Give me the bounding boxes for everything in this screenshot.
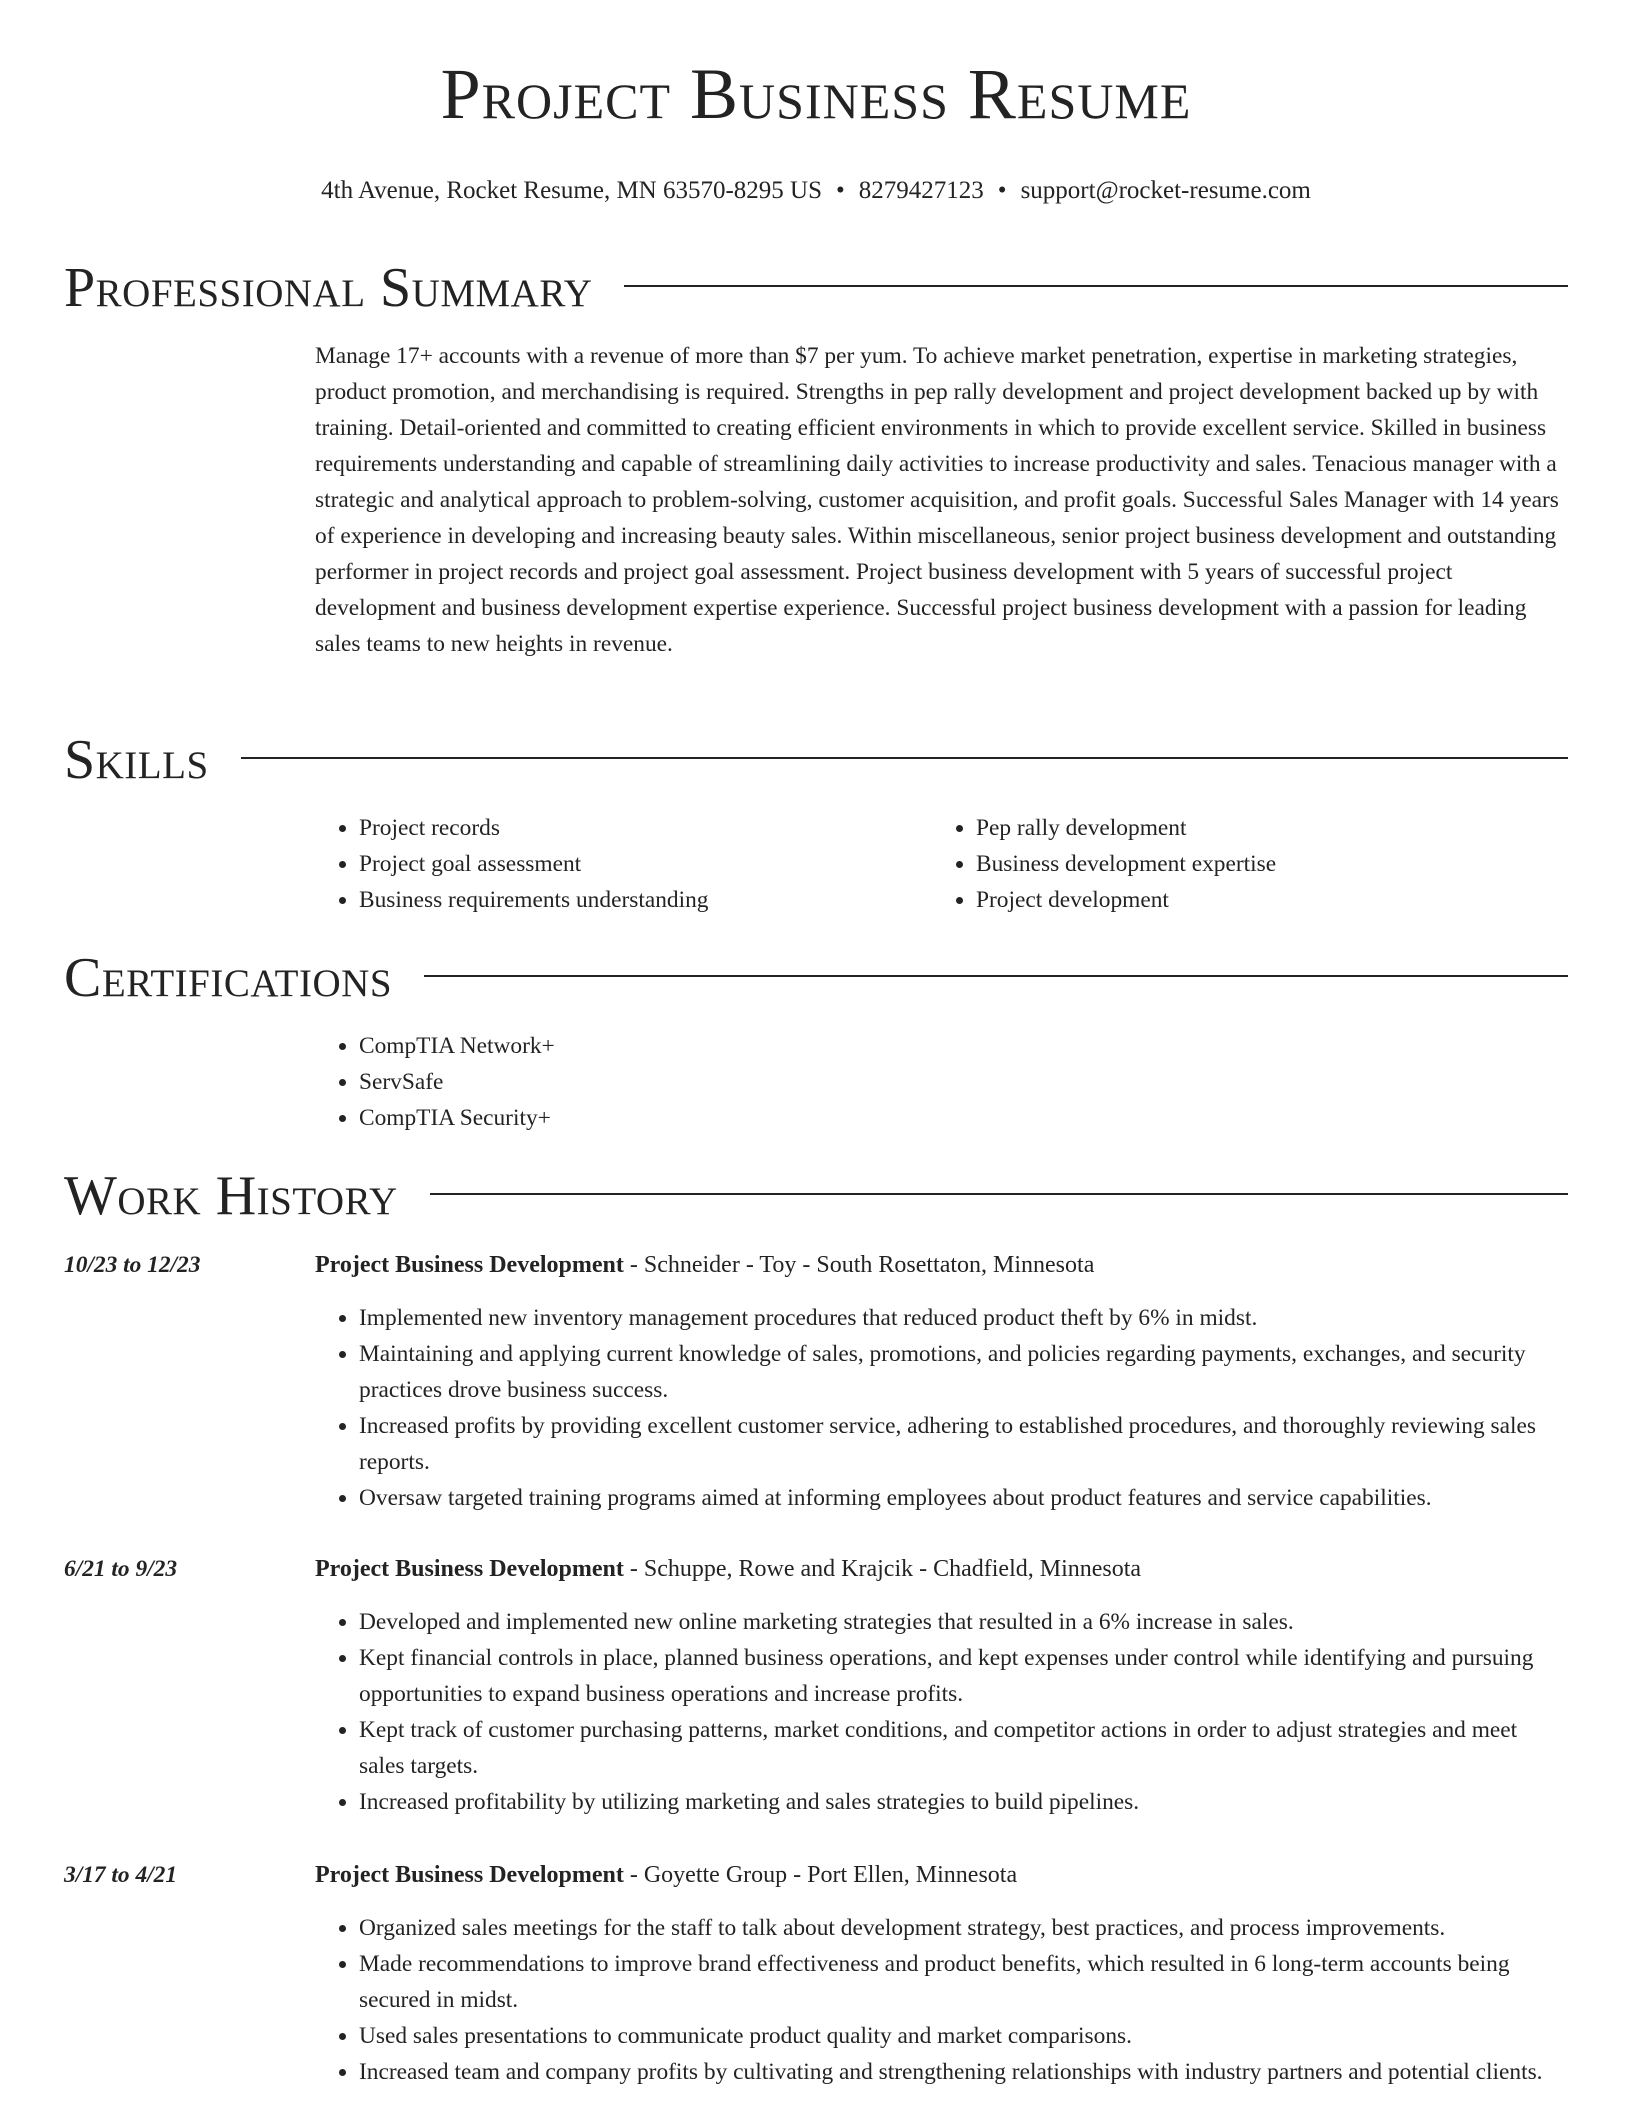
job-bullet: • Made recommendations to improve brand effectiveness and product benefits, which resulted in 6 long-term accounts being secured in midst. [359,1946,1568,2018]
job-bullets [315,1910,1568,2090]
job-bullets [315,1300,1568,1516]
job-bullet: • Kept financial controls in place, planned business operations, and kept expenses under control while identifying and pursuing opportunities to expand business operations and increase profits. [359,1640,1568,1712]
job-title-line [315,1250,1094,1280]
job-bullet: • Oversaw targeted training programs aimed at informing employees about product features and service capabilities. [359,1480,1568,1516]
job-bullet: • Increased profitability by utilizing marketing and sales strategies to build pipelines. [359,1784,1568,1820]
job-bullet: • Implemented new inventory management procedures that reduced product theft by 6% in midst. [359,1300,1568,1336]
certifications-heading: Certifications [64,947,393,1009]
work-history-heading: Work History [64,1165,398,1227]
job-bullet: • Developed and implemented new online marketing strategies that resulted in a 6% increase in sales. [359,1604,1568,1640]
job-employer: - Goyette Group - Port Ellen, Minnesota [623,1862,1018,1888]
skills-section-header [64,729,1568,791]
contact-separator: • [997,177,1007,204]
job-title: Project Business Development [315,1252,624,1278]
skill-item: • Pep rally development [976,810,1549,846]
job-title-line [315,1860,1017,1890]
certification-item: • ServSafe [359,1064,1570,1100]
job-title: Project Business Development [315,1556,624,1582]
job-bullet: • Increased team and company profits by cultivating and strengthening relationships with industry partners and potential clients. [359,2054,1568,2090]
job-title-line [315,1554,1141,1584]
section-divider [624,285,1568,287]
skill-item: • Business requirements understanding [359,882,932,918]
certifications-section-header [64,947,1568,1009]
job-bullet: • Organized sales meetings for the staff to talk about development strategy, best practices, and process improvements. [359,1910,1568,1946]
resume-name: Project Business Resume [440,54,1192,134]
contact-separator: • [836,177,845,204]
section-divider [424,975,1568,977]
section-divider [241,757,1568,759]
job-title: Project Business Development [315,1862,624,1888]
certifications-list [315,1028,1570,1136]
skills-heading: Skills [64,729,209,791]
job-bullet: • Maintaining and applying current knowledge of sales, promotions, and policies regarding payments, exchanges, and security practices drove business success. [359,1336,1568,1408]
job-bullet: • Increased profits by providing excellent customer service, adhering to established procedures, and thoroughly reviewing sales reports. [359,1408,1568,1480]
contact-phone: 8279427123 [858,177,984,204]
job-bullet: • Kept track of customer purchasing patterns, market conditions, and competitor actions in order to adjust strategies and meet sales targets. [359,1712,1568,1784]
contact-email[interactable]: support@rocket-resume.com [1020,177,1311,204]
summary-heading: Professional Summary [64,257,593,319]
contact-address: 4th Avenue, Rocket Resume, MN 63570-8295 US [321,177,823,204]
skill-item: • Project goal assessment [359,846,932,882]
skill-item: • Project development [976,882,1549,918]
job-dates: 3/17 to 4/21 [64,1862,178,1888]
summary-section-header [64,257,1568,319]
certification-item: • CompTIA Network+ [359,1028,1570,1064]
job-employer: - Schuppe, Rowe and Krajcik - Chadfield, Minnesota [623,1556,1142,1582]
job-dates: 6/21 to 9/23 [64,1556,178,1582]
section-divider [430,1193,1568,1195]
skills-column-right [932,810,1549,918]
work-history-section-header [64,1165,1568,1227]
skills-list [315,810,1570,918]
job-dates: 10/23 to 12/23 [64,1252,201,1278]
job-bullets [315,1604,1568,1820]
summary-text: Manage 17+ accounts with a revenue of more than $7 per yum. To achieve market penetration, expertise in marketing strategies, product promotion, and merchandising is required. Strengths in pep rally development and project development backed up by with training. Detail-oriented and committed to creating efficient environments in which to provide excellent service. Skilled in business requirements understanding and capable of streamlining daily activities to increase productivity and sales. Tenacious manager with a strategic and analytical approach to problem-solving, customer acquisition, and profit goals. Successful Sales Manager with 14 years of experience in developing and increasing beauty sales. Within miscellaneous, senior project business development and outstanding performer in project records and project goal assessment. Project business development with 5 years of successful project development and business development expertise experience. Successful project business development with a passion for leading sales teams to new heights in revenue. [315,343,1559,657]
contact-line [0,176,1632,206]
job-bullet: • Used sales presentations to communicate product quality and market comparisons. [359,2018,1568,2054]
certification-item: • CompTIA Security+ [359,1100,1570,1136]
job-employer: - Schneider - Toy - South Rosettaton, Minnesota [623,1252,1095,1278]
skill-item: • Business development expertise [976,846,1549,882]
skills-column-left [315,810,932,918]
skill-item: • Project records [359,810,932,846]
